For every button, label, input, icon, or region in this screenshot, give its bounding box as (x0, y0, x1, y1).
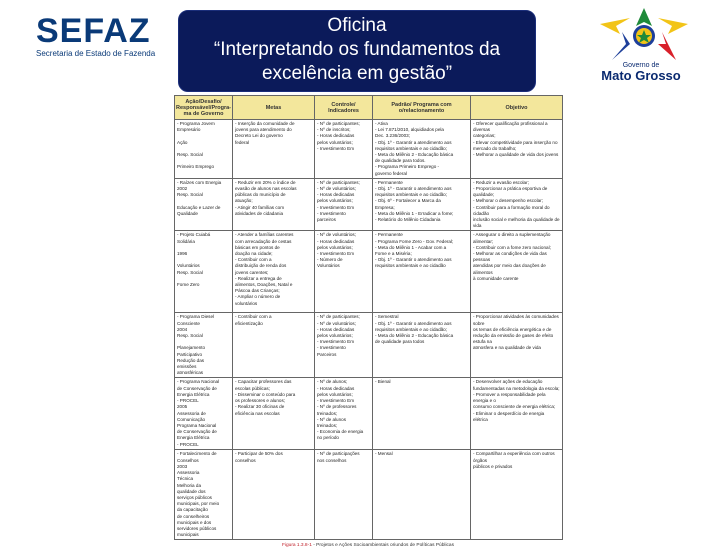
table-cell: - Assegurar o direito a suplementação alimentar; - Contribuir com a fome zero nacional; - Melhorar as condições de vida das pessoas atendidas por meio das doações de alimentos à comunidade carente (471, 231, 563, 313)
table-cell: - Proporcionar atividades às comunidades sobre os temas de eficiência energética e de redução da emissão de gases de efeito estufa na atmosfera e na qualidade de vida (471, 313, 563, 378)
table-cell: - Compartilhar a experiência com outros órgãos públicos e privados (471, 450, 563, 540)
table-cell: - Contribuir com a eficientização (233, 313, 315, 378)
mato-grosso-logo (592, 4, 696, 96)
table-cell: - Permanente - Programa Fome Zero - Gov. Federal; - Meta do Milênio 1 - Acabar com a Fome e a Miséria; - Obj. 1º - Garantir o atendimento aos requisitos ambientais e ao cidadão (373, 231, 471, 313)
table-cell: - Nº de voluntários; - Horas dedicadas pelos voluntários; - Investimento Em - Número de Voluntários (315, 231, 373, 313)
caption-text: - Projetos e Ações Socioambientais oriundos de Políticas Públicas (311, 543, 454, 548)
column-header-padrao: Padrão/ Programa com o/relacionamento (373, 96, 471, 120)
table-cell: - Projeto Cuiabá Solidária 1996 Voluntários Resp. Social Fome Zero (175, 231, 233, 313)
table-cell: - Nº de participantes; - Nº de voluntários; - Horas dedicadas pelos voluntários; - Investimento Em - Investimento parceiros (315, 178, 373, 231)
table-cell: - Raízes com Energia 2002 Resp. Social Educação e Lazer de Qualidade (175, 178, 233, 231)
table-cell: - Programa Nacional de Conservação de Energia Elétrica - PROCEL 2005 Assessoria de Comunicação Programa Nacional de Conservação de Energia Elétrica - PROCEL (175, 378, 233, 450)
mato-grosso-logo-text (598, 62, 684, 83)
table-row (175, 450, 563, 540)
caption-figure-label: Figura 1.3.8-1 (282, 543, 312, 548)
title-line-2: “Interpretando os fundamentos da (213, 39, 501, 60)
table-cell: - Atender a famílias carentes com arrecadação de cestas básicas em pontos de doação na cidade; - Contribuir com a distribuição de renda dos jovens carentes; - Realizar a entrega de alimentos, Doações, Natal e Páscoa das Crianças; - Ampliar o número de voluntários (233, 231, 315, 313)
table-cell: - Bienal (373, 378, 471, 450)
table-row (175, 120, 563, 179)
table-cell: - Ativa - Lei 7.871/2010, alquidiados pela Dec. 3.236/2003; - Obj. 1º - Garantir a atendimento aos requisitos ambientais e ao cidadão; - Meta do Milênio 2 - Educação básica de qualidade para todos. - Programa Primeiro Emprego - governo federal (373, 120, 471, 179)
table-cell: - Mensal (373, 450, 471, 540)
column-header-controle: Controle/ Indicadores (315, 96, 373, 120)
table-cell: - Capacitar professores das escolas públicas; - Disseminar o conteúdo para os professores e alunos; - Realizar 30 oficinas de eficiência nas escolas (233, 378, 315, 450)
table-cell: - Desenvolver ações de educação fundamentadas na metodologia da escola; - Promover a responsabilidade pela energia e o consumo consciente de energia elétrica; - Eliminar o desperdício de energia elétrica (471, 378, 563, 450)
table-header-row (175, 96, 563, 120)
table-cell: - Oferecer qualificação profissional a diversas categorias; - Elevar competitividade para inserção no mercado do trabalho; - Melhorar a qualidade de vida dos jovens (471, 120, 563, 179)
table-cell: - Nº de participantes; - Nº de voluntários; - Horas dedicadas pelos voluntários; - Investimento Em - Investimento Parceiros (315, 313, 373, 378)
table-row (175, 231, 563, 313)
column-header-metas: Metas (233, 96, 315, 120)
column-header-objetivo: Objetivo (471, 96, 563, 120)
table-cell: - Semestral - Obj. 1º - Garantir o atendimento aos requisitos ambientais e ao cidadão; - Meta do Milênio 2 - Educação básica de qualidade para todos (373, 313, 471, 378)
table-cell: - Permanente - Obj. 1º - Garantir o atendimento aos requisitos ambientais e ao cidadão; - Obj. 6º - Fortalecer a Marca da Empresa; - Meta do Milênio 1 - Erradicar a fome; - Relatório do Milênio Cidadania (373, 178, 471, 231)
slide-title (178, 10, 536, 92)
mato-grosso-star-icon (592, 4, 696, 64)
table-cell: - Inserção da comunidade de jovens para atendimento do Decreto Lei do governo federal (233, 120, 315, 179)
table-cell: - Nº de participações nos conselhos (315, 450, 373, 540)
sefaz-logo (36, 14, 176, 60)
table-row (175, 378, 563, 450)
title-line-1: Oficina (327, 15, 387, 36)
table-cell: - Programa Diesel Consciente 2004 Resp. Social Planejamento Participativo Redução das emissões atmosféricas (175, 313, 233, 378)
sefaz-logo-mark: SEFAZ (36, 12, 151, 50)
logo-gov-label: Governo de (622, 62, 660, 69)
projects-table (174, 95, 563, 540)
column-header-acao: Ação/Desafio/ Responsável/Progra- ma de Governo (175, 96, 233, 120)
table-cell: - Nº de participantes; - Nº de inscritos; - Horas dedicadas pelos voluntários; - Investimento Em (315, 120, 373, 179)
table-cell: - Participar de 50% dos conselhos (233, 450, 315, 540)
table-cell: - Reduzir em 20% o índice de evasão de alunos nas escolas públicas do município de atuação; - Atingir 40 famílias com atividades de cidadania (233, 178, 315, 231)
title-line-3: excelência em gestão” (261, 63, 453, 84)
table-cell: - Programa Jovem Empresário Ação Resp. Social Primeiro Emprego (175, 120, 233, 179)
sefaz-logo-subtitle: Secretaria de Estado de Fazenda (36, 49, 156, 58)
table-cell: - Fortalecimento de Conselhos 2003 Assessoria Técnica Melhoria da qualidade dos serviços públicos municipais, por meio da capacitação de conselheiros municipais e dos servidores públicos municipais (175, 450, 233, 540)
table-row (175, 178, 563, 231)
table-caption (170, 543, 566, 548)
embedded-document (170, 95, 566, 548)
table-cell: - Nº de alunos; - Horas dedicadas pelos voluntários; - Investimento Em - Nº de professores treinados; - Nº de alunos treinados; - Economia de energia no período (315, 378, 373, 450)
table-cell: - Reduzir a evasão escolar; - Proporcionar a prática esportiva de qualidade; - Melhorar o desempenho escolar; - Contribuir para a formação moral do cidadão inclusão social e melhoria da qualidade de vida (471, 178, 563, 231)
table-row (175, 313, 563, 378)
logo-state-label: Mato Grosso (601, 68, 681, 83)
